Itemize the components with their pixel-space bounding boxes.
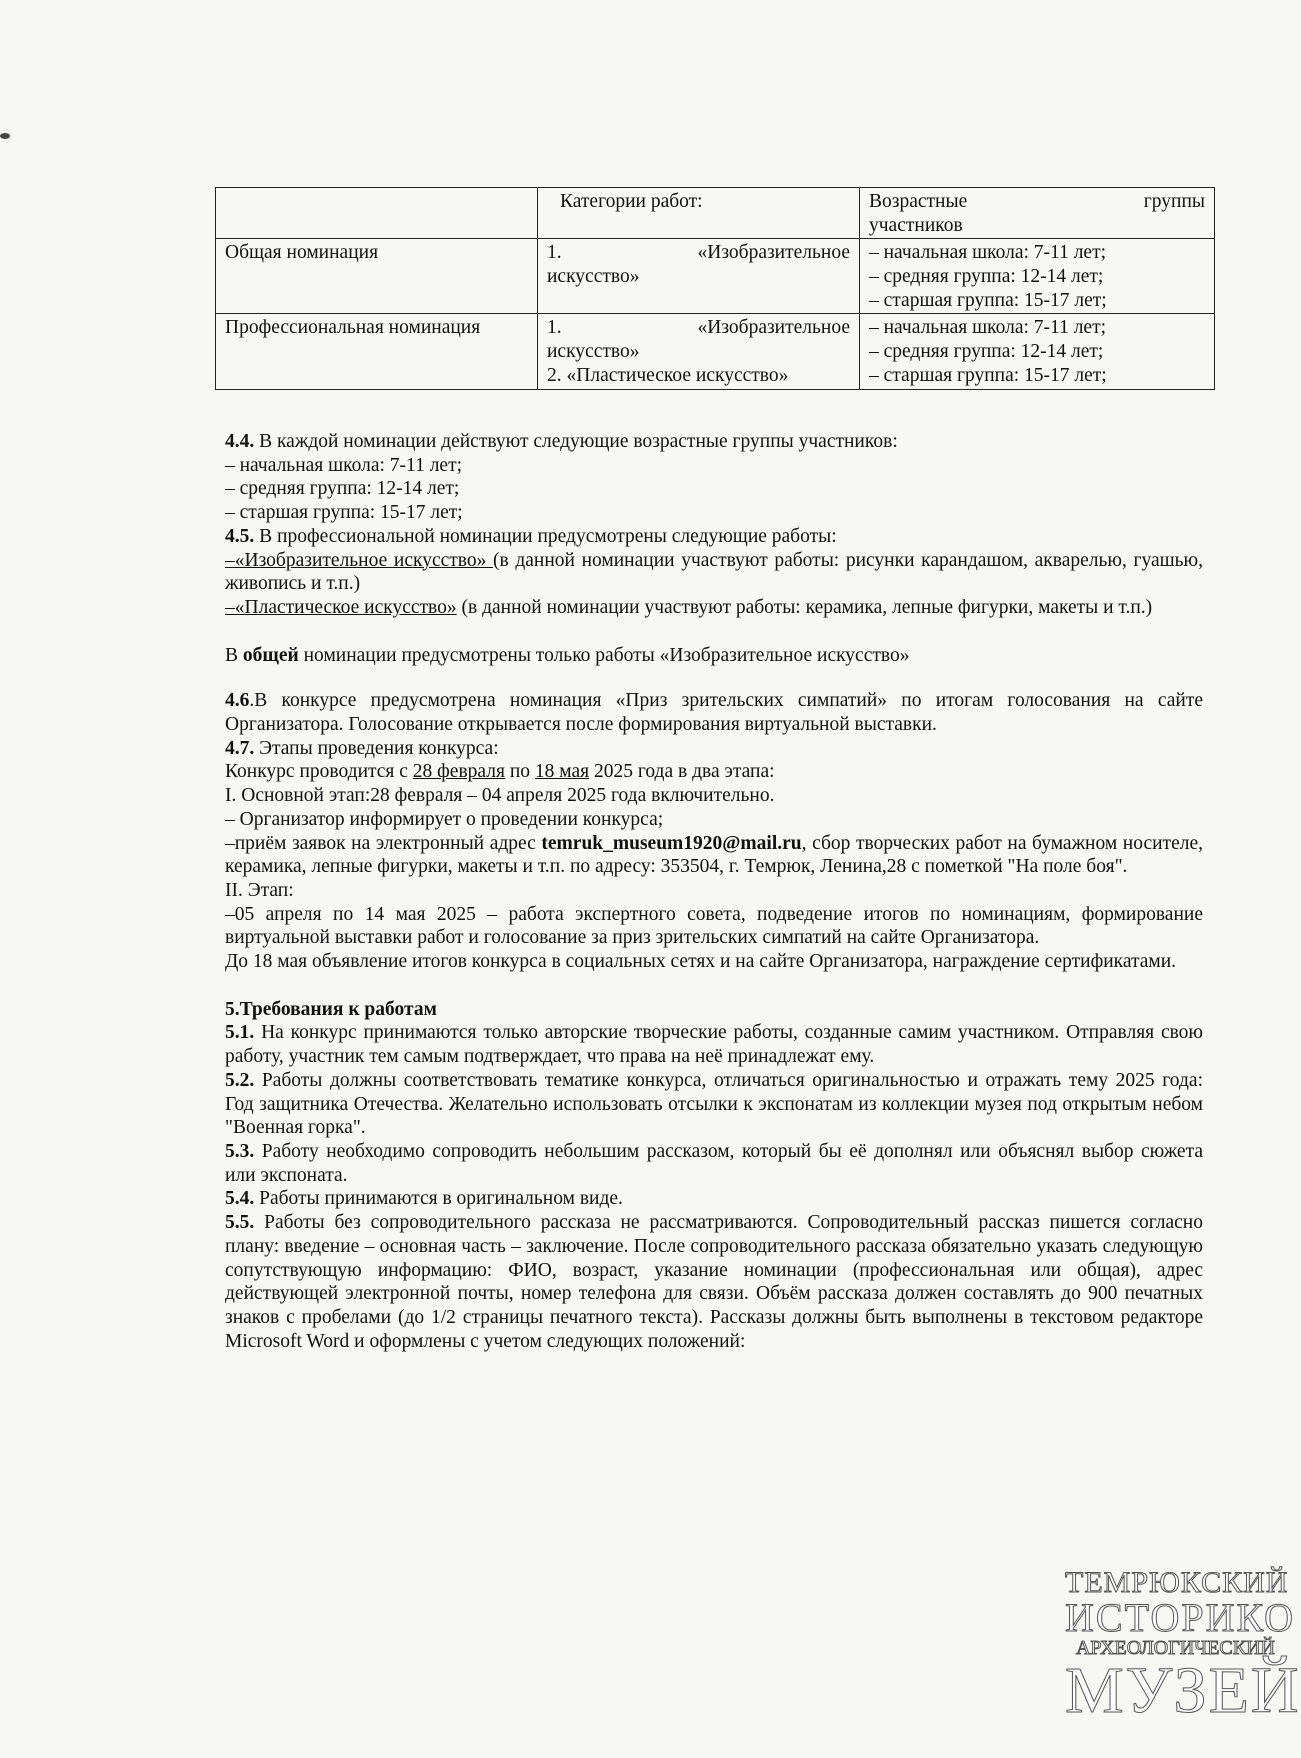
paragraph-general-nomination: В общей номинации предусмотрены только работы «Изобразительное искусство» xyxy=(225,644,910,666)
paragraph-5-2: 5.2. Работы должны соответствовать тематике конкурса, отличаться оригинальностью и отражать тему 2025 года: Год защитника Отечества. Желательно использовать отсылки к экспонатам из коллекции музея под открытым небом "Военная горка". xyxy=(225,1069,1203,1139)
list-item: – старшая группа: 15-17 лет; xyxy=(225,502,463,524)
nomination-cell: Профессиональная номинация xyxy=(216,314,538,390)
stage-one: I. Основной этап:28 февраля – 04 апреля 2025 года включительно. xyxy=(225,785,775,807)
header-cell-age-groups xyxy=(860,188,1215,239)
category-cell xyxy=(538,239,860,314)
email-address: temruk_museum1920@mail.ru xyxy=(541,832,802,854)
age-group-item: – старшая группа: 15-17 лет; xyxy=(869,365,1107,386)
list-item-plastic-art: –«Пластическое искусство» (в данной номинации участвуют работы: керамика, лепные фигурки, макеты и т.п.) xyxy=(225,596,1153,618)
museum-watermark xyxy=(1065,1566,1301,1758)
paragraph-4-4: 4.4. В каждой номинации действуют следующие возрастные группы участников: xyxy=(225,431,898,452)
header-cell-empty xyxy=(216,188,538,239)
list-item: – средняя группа: 12-14 лет; xyxy=(225,478,460,500)
list-item-applications: –приём заявок на электронный адрес temruk_museum1920@mail.ru, сбор творческих работ на бумажном носителе, керамика, лепные фигурки, макеты и т.п. по адресу: 353504, г. Темрюк, Ленина,28 с пометкой "На поле боя". xyxy=(225,832,1203,878)
watermark-line: МУЗЕЙ xyxy=(1065,1654,1301,1727)
nomination-cell: Общая номинация xyxy=(216,239,538,314)
paragraph-5-1: 5.1. На конкурс принимаются только авторские творческие работы, созданные самим участником. Отправляя свою работу, участник тем самым подтверждает, что права на неё принадлежат ему. xyxy=(225,1022,1203,1068)
header-categories-label: Категории работ: xyxy=(560,191,703,212)
nominations-table xyxy=(215,187,1215,390)
list-item: – начальная школа: 7-11 лет; xyxy=(225,454,463,476)
table-row xyxy=(216,239,1215,314)
paragraph-5-3: 5.3. Работу необходимо сопроводить небольшим рассказом, который бы её дополнял или объяснял выбор сюжета или экспоната. xyxy=(225,1140,1203,1186)
watermark-line: ТЕМРЮКСКИЙ xyxy=(1065,1566,1289,1599)
header-cell-categories xyxy=(538,188,860,239)
age-group-item: – средняя группа: 12-14 лет; xyxy=(869,266,1104,287)
category-line3: 2. «Пластическое искусство» xyxy=(547,365,789,386)
category-cell xyxy=(538,314,860,390)
header-age-line2: участников xyxy=(869,215,963,236)
age-group-item: – старшая группа: 15-17 лет; xyxy=(869,290,1107,311)
table-row xyxy=(216,314,1215,390)
age-group-item: – средняя группа: 12-14 лет; xyxy=(869,341,1104,362)
age-groups-cell xyxy=(860,239,1215,314)
header-age-line1: Возрастные группы xyxy=(869,191,1205,212)
results-announcement: До 18 мая объявление итогов конкурса в социальных сетях и на сайте Организатора, награждение сертификатами. xyxy=(225,951,1177,973)
category-line1: 1. «Изобразительное xyxy=(547,317,850,338)
paragraph-5-4: 5.4. Работы принимаются в оригинальном виде. xyxy=(225,1188,623,1210)
list-item: – Организатор информирует о проведении конкурса; xyxy=(225,808,664,830)
age-group-item: – начальная школа: 7-11 лет; xyxy=(869,242,1107,263)
paragraph-4-7: 4.7. Этапы проведения конкурса: xyxy=(225,737,499,759)
age-group-item: – начальная школа: 7-11 лет; xyxy=(869,317,1107,338)
table-header-row xyxy=(216,188,1215,239)
scan-speck xyxy=(0,133,10,139)
list-item: –05 апреля по 14 мая 2025 – работа экспертного совета, подведение итогов по номинациям, формирование виртуальной выставки работ и голосование за приз зрительских симпатий на сайте Организатора. xyxy=(225,903,1203,949)
document-body xyxy=(225,430,1203,1353)
paragraph-4-6: 4.6.В конкурсе предусмотрена номинация «Приз зрительских симпатий» по итогам голосования на сайте Организатора. Голосование открывается после формирования виртуальной выставки. xyxy=(225,690,1203,736)
section-5-title: 5.Требования к работам xyxy=(225,998,437,1020)
category-line2: искусство» xyxy=(547,266,640,287)
category-line1: 1. «Изобразительное xyxy=(547,242,850,263)
paragraph-5-5: 5.5. Работы без сопроводительного рассказа не рассматриваются. Сопроводительный рассказ пишется согласно плану: введение – основная часть – заключение. После сопроводительного рассказа обязательно указать следующую сопутствующую информацию: ФИО, возраст, указание номинации (профессиональная или общая), адрес действующей электронной почты, номер телефона для связи. Объём рассказа должен составлять до 900 печатных знаков с пробелами (до 1/2 страницы печатного текста). Рассказы должны быть выполнены в текстовом редакторе Microsoft Word и оформлены с учетом следующих положений: xyxy=(225,1212,1203,1352)
stage-two: II. Этап: xyxy=(225,879,294,901)
paragraph-4-5: 4.5. В профессиональной номинации предусмотрены следующие работы: xyxy=(225,525,837,547)
age-groups-cell xyxy=(860,314,1215,390)
watermark-line: АРХЕОЛОГИЧЕСКИЙ xyxy=(1075,1637,1275,1659)
list-item-fine-art: –«Изобразительное искусство» (в данной номинации участвуют работы: рисунки карандашом, акварелью, гуашью, живопись и т.п.) xyxy=(225,549,1203,595)
watermark-line: ИСТОРИКО xyxy=(1065,1595,1296,1640)
category-line2: искусство» xyxy=(547,341,640,362)
contest-dates: Конкурс проводится с 28 февраля по 18 мая 2025 года в два этапа: xyxy=(225,761,775,783)
